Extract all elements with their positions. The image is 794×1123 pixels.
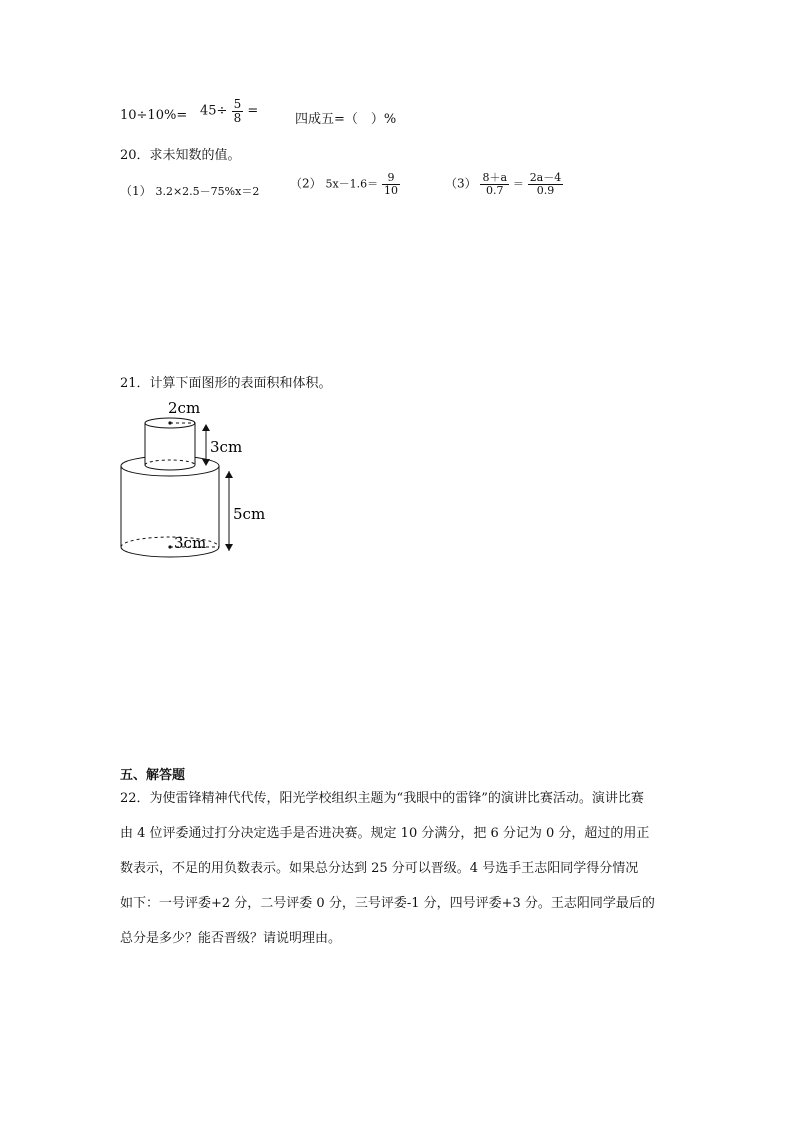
top-height-label: 3cm (210, 438, 243, 456)
q19-item-2 (200, 98, 258, 124)
q22-paragraph (120, 781, 680, 956)
bottom-height-arrow-head-up (225, 471, 233, 478)
q19-fraction-denominator: 8 (233, 110, 242, 125)
q20-part-3-left-denominator: 0.7 (486, 183, 504, 197)
q20-part-1-label: （1） (120, 184, 152, 198)
q20-part-2 (290, 172, 400, 196)
q19-item-3: 四成五=（ ）% (295, 112, 397, 127)
q20-part-3-left-numerator: 8＋a (482, 171, 508, 184)
q20-part-3-equals: ＝ (512, 177, 524, 191)
q20-part-2-numerator: 9 (382, 172, 400, 185)
q20-part-3-label: （3） (445, 176, 477, 191)
q20-part-3-left-fraction (480, 172, 509, 196)
q19-item-2-suffix: = (247, 103, 259, 119)
q22-line-4: 如下：一号评委+2 分，二号评委 0 分，三号评委-1 分，四号评委+3 分。王志阳同学最后的 (120, 896, 655, 911)
q20-part-2-denominator: 10 (384, 183, 398, 197)
q20-title: 20．求未知数的值。 (120, 148, 241, 163)
q20-part-2-expression: 5x－1.6＝ (325, 177, 379, 191)
bottom-height-arrow-head-down (225, 544, 233, 551)
bottom-height-label: 5cm (233, 505, 266, 523)
q20-part-2-fraction (382, 172, 400, 196)
q22-line-1: 22．为使雷锋精神代代传，阳光学校组织主题为“我眼中的雷锋”的演讲比赛活动。演讲比赛 (120, 791, 644, 806)
q19-fraction-numerator: 5 (233, 97, 242, 111)
q19-item-2-prefix: 45÷ (200, 103, 228, 119)
q19-item-2-fraction (232, 98, 244, 124)
section-5-title: 五、解答题 (120, 768, 186, 783)
q20-part-2-label: （2） (290, 176, 322, 191)
q22-line-3: 数表示，不足的用负数表示。如果总分达到 25 分可以晋级。4 号选手王志阳同学得分情况 (120, 861, 639, 876)
q19-item-1: 10÷10%= (120, 108, 188, 123)
bottom-diameter-label: 3cm (174, 534, 207, 552)
cylinder-figure (110, 395, 280, 570)
q20-part-3-right-fraction (528, 172, 564, 196)
q21-title: 21．计算下面图形的表面积和体积。 (120, 376, 332, 391)
top-diameter-label: 2cm (168, 399, 201, 417)
q22-line-5: 总分是多少？能否晋级？请说明理由。 (120, 931, 342, 946)
q20-part-1 (120, 182, 259, 199)
q20-part-3 (445, 172, 563, 196)
top-height-arrow-head-up (202, 424, 210, 431)
q22-line-2: 由 4 位评委通过打分决定选手是否进决赛。规定 10 分满分，把 6 分记为 0 分，超过的用正 (120, 826, 650, 841)
top-height-arrow-head-down (202, 459, 210, 466)
q20-part-1-expression: 3.2×2.5－75%x＝2 (155, 185, 260, 198)
q20-part-3-right-denominator: 0.9 (536, 183, 555, 197)
q20-part-3-right-numerator: 2a－4 (529, 171, 562, 184)
